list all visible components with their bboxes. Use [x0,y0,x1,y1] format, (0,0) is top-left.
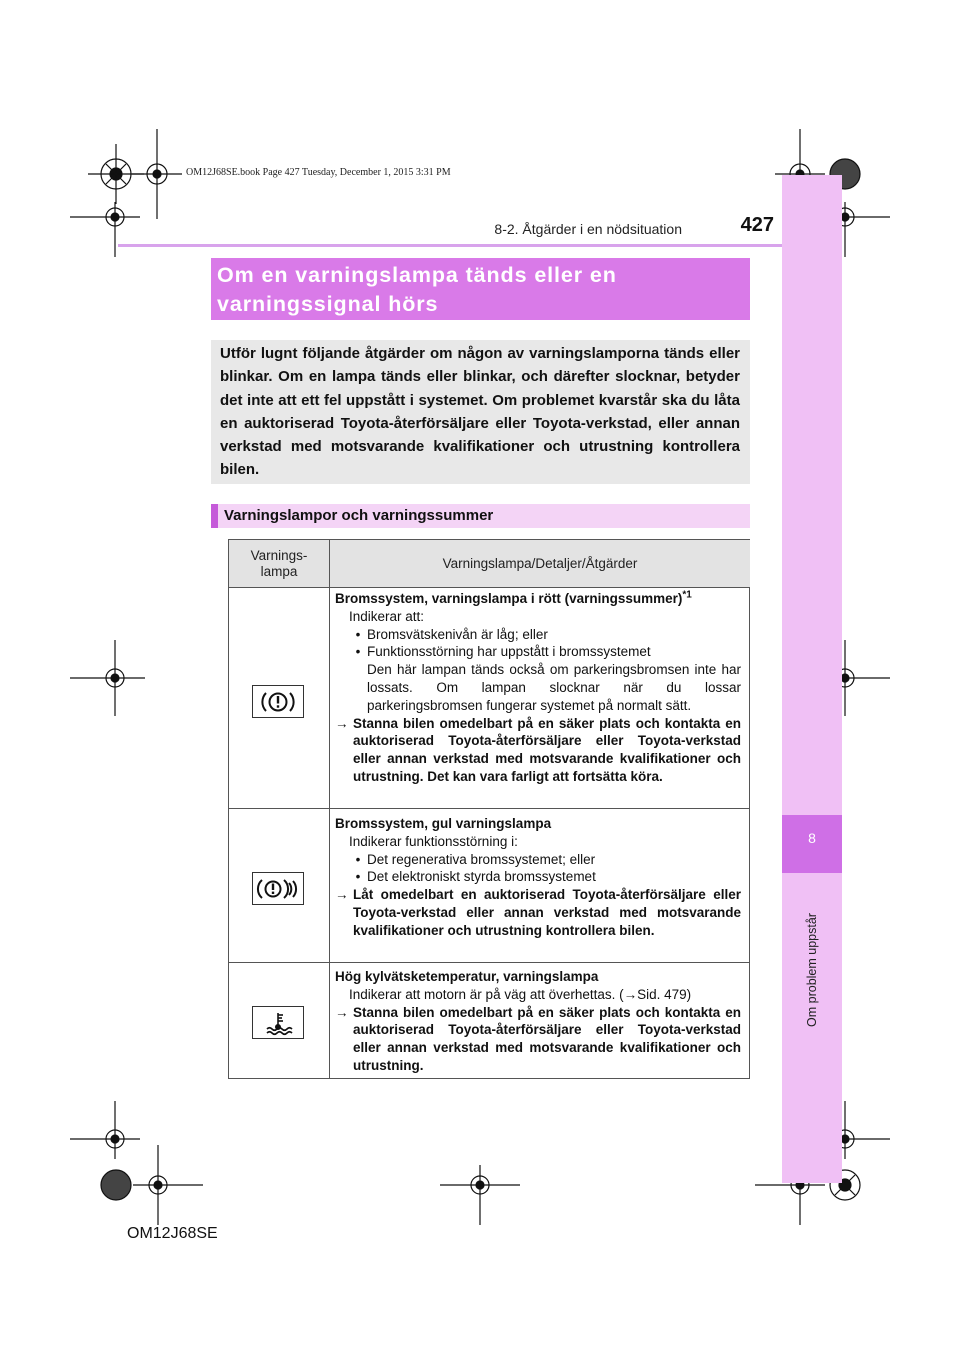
row-1-action [335,715,741,786]
coolant-temperature-icon [261,1010,295,1036]
registration-mark-top-left [116,174,117,175]
crosshair-bottom-left [158,1185,159,1186]
registration-mark-bottom-right [845,1185,846,1186]
page-number: 427 [740,214,774,236]
brake-warning-icon [258,689,298,715]
list-item [335,851,741,869]
main-title [217,261,742,319]
table-header-col1-line2: lampa [260,563,298,579]
crosshair-bottom-right [800,1185,801,1186]
crosshair-left-lower [115,1139,116,1140]
registration-mark-bottom-left [116,1185,117,1186]
list-item [335,643,741,661]
table-row-1-details [335,590,741,786]
table-row-icon-cell [252,872,304,905]
crosshair-right-upper [845,217,846,218]
chapter-number: 8 [808,830,816,846]
table-header-col1-line1: Varnings- [250,547,308,563]
row-1-indicates: Indikerar att: [349,608,425,624]
crosshair-left-middle [115,678,116,679]
arrow-icon: → [335,887,349,903]
registration-mark-top-far-right [845,174,846,175]
table-header-col2-text: Varningslampa/Detaljer/Åtgärder [442,555,638,571]
crosshair-right-middle [845,678,846,679]
section-title: 8-2. Åtgärder i en nödsituation [494,221,682,237]
row-3-action [335,1004,741,1075]
row-1-action-text: Stanna bilen omedelbart på en säker plats och kontakta en auktoriserad Toyota-återförsäljare eller Toyota-verkstad eller annan verkstad med motsvarande kvalifikationer och utrustning. Det kan vara farligt att fortsätta köra. [353,715,741,784]
subheading: Varningslampor och varningssummer [224,507,494,524]
book-info: OM12J68SE.book Page 427 Tuesday, December 1, 2015 3:31 PM [186,167,451,178]
table-column-divider [329,540,330,1078]
crosshair-bottom-center [480,1185,481,1186]
footer-code: OM12J68SE [127,1225,218,1242]
intro-text: Utför lugnt följande åtgärder om någon av varningslamporna tänds eller blinkar. Om en lampa tänds eller blinkar, och därefter slocknar, betyder det inte att ett fel uppstått i systemet. Om problemet kvarstår ska du låta en auktoriserad Toyota-återförsäljare eller Toyota-verkstad, eller annan verkstad med motsvarande kvalifikationer och utrustning kontrollera bilen. [220,345,740,479]
bullet-glyph: • [355,869,361,885]
row-2-action [335,886,741,939]
row-1-note: Den här lampan tänds också om parkeringsbromsen inte har lossats. Om lampan slocknar när du lossar parkeringsbromsen fungerar systemet på normalt sätt. [367,662,741,713]
chapter-side-tab [782,175,842,1183]
row-2-bullet-1: Det regenerativa bromssystemet; eller [367,851,596,867]
bullet-glyph: • [355,851,361,867]
arrow-icon: → [335,715,349,731]
chapter-label: Om problem uppstår [805,913,819,1027]
regenerative-brake-warning-icon [256,876,300,902]
row-3-action-text: Stanna bilen omedelbart på en säker plats och kontakta en auktoriserad Toyota-återförsäljare eller Toyota-verkstad eller annan verkstad med motsvarande kvalifikationer och utrustning. [353,1004,741,1073]
table-header-col1 [229,540,329,588]
subheading-accent [211,504,218,528]
table-header-col2 [330,540,750,588]
row-1-bullet-1: Bromsvätskenivån är låg; eller [367,626,548,642]
row-3-indicates: Indikerar att motorn är på väg att överhettas. (→Sid. 479) [349,986,692,1002]
row-2-title: Bromssystem, gul varningslampa [335,816,552,831]
table-row-icon-cell [252,685,304,718]
table-row-divider [229,962,749,963]
row-2-indicates: Indikerar funktionsstörning i: [349,833,518,849]
table-row-2-details [335,815,741,940]
list-item [335,626,741,644]
table-row-icon-cell [252,1006,304,1039]
row-3-title: Hög kylvätsketemperatur, varningslampa [335,969,599,984]
registration-mark-top-center [157,174,158,175]
row-2-bullet-2: Det elektroniskt styrda bromssystemet [367,869,596,885]
bullet-glyph: • [355,626,361,642]
row-1-bullet-2: Funktionsstörning har uppstått i bromssystemet [367,644,651,660]
crosshair-left-upper [115,217,116,218]
list-item [335,868,741,886]
row-1-title [335,590,741,608]
table-row-divider [229,808,749,809]
bullet-glyph: • [355,644,361,660]
table-row-3-details [335,968,741,1075]
row-1-footnote-mark: *1 [682,589,692,601]
row-2-action-text: Låt omedelbart en auktoriserad Toyota-återförsäljare eller Toyota-verkstad eller annan verkstad med motsvarande kvalifikationer och utrustning kontrollera bilen. [353,887,741,938]
header-rule [118,244,782,247]
main-title-line-2: varningssignal hörs [217,292,439,316]
warning-lights-table [228,539,750,1079]
arrow-icon: → [335,1004,349,1020]
main-title-line-1: Om en varningslampa tänds eller en [217,263,617,287]
row-1-title-text: Bromssystem, varningslampa i rött (varningssummer) [335,591,683,606]
crosshair-right-lower [845,1139,846,1140]
